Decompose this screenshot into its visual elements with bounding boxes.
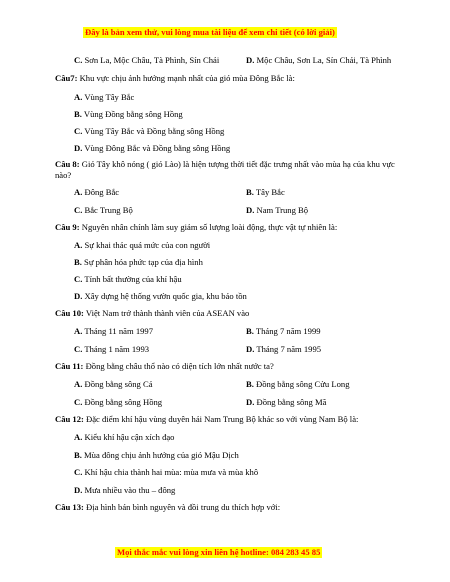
option-key: B.: [246, 379, 254, 389]
option-key: D.: [246, 55, 255, 65]
q11-option-a: [74, 379, 153, 390]
question-text: Gió Tây khô nóng ( gió Lào) là hiện tượng thời tiết đặc trưng nhất vào mùa hạ của khu vực nào?: [55, 159, 395, 180]
q7-option-c: [74, 126, 224, 137]
option-text: Đồng bằng sông Cửu Long: [253, 379, 350, 389]
q7-option-d: [74, 143, 230, 154]
question-label: Câu 8:: [55, 159, 80, 169]
option-text: Sơn La, Mộc Châu, Tà Phình, Sín Chải: [82, 55, 220, 65]
question-text: Khu vực chịu ảnh hưởng mạnh nhất của gió mùa Đông Bắc là:: [77, 73, 295, 83]
q10-option-d: [246, 344, 321, 355]
option-text: Tây Bắc: [253, 187, 285, 197]
q8-option-c: [74, 205, 133, 216]
q10-option-c: [74, 344, 149, 355]
option-key: B.: [74, 109, 82, 119]
option-key: D.: [74, 291, 83, 301]
q12-option-a: [74, 432, 174, 443]
option-key: D.: [246, 397, 255, 407]
option-key: C.: [74, 55, 83, 65]
q7-option-a: [74, 92, 134, 103]
option-text: Mộc Châu, Sơn La, Sín Chải, Tà Phình: [254, 55, 392, 65]
option-key: A.: [74, 326, 83, 336]
question-text: Nguyên nhân chính làm suy giảm số lượng loài động, thực vật tự nhiên là:: [79, 222, 338, 232]
option-key: A.: [74, 379, 83, 389]
question-13: [55, 502, 280, 513]
preview-notice-banner: Đây là bản xem thử, vui lòng mua tài liệu để xem chi tiết (có lời giải): [85, 27, 335, 37]
option-text: Đồng bằng sông Mã: [254, 397, 327, 407]
question-label: Câu 13:: [55, 502, 84, 512]
option-key: D.: [246, 344, 255, 354]
option-text: Sự khai thác quá mức của con người: [82, 240, 211, 250]
option-key: C.: [74, 274, 83, 284]
q12-option-c: [74, 467, 258, 478]
option-key: D.: [74, 485, 83, 495]
option-text: Vùng Đồng bằng sông Hồng: [81, 109, 183, 119]
question-7: [55, 73, 295, 84]
q11-option-c: [74, 397, 162, 408]
option-key: C.: [74, 467, 83, 477]
q7-option-b: [74, 109, 183, 120]
option-text: Mùa đông chịu ảnh hưởng của gió Mậu Dịch: [81, 450, 239, 460]
option-text: Đông Bắc: [82, 187, 120, 197]
option-text: Kiểu khí hậu cận xích đạo: [82, 432, 175, 442]
option-text: Vùng Tây Bắc: [82, 92, 135, 102]
option-key: D.: [246, 205, 255, 215]
question-8: [55, 159, 400, 181]
option-text: Nam Trung Bộ: [254, 205, 309, 215]
q9-option-a: [74, 240, 210, 251]
option-text: Bắc Trung Bộ: [82, 205, 133, 215]
question-text: Địa hình bán bình nguyên và đồi trung du thích hợp với:: [83, 502, 281, 512]
option-key: B.: [246, 187, 254, 197]
option-text: Tháng 7 năm 1995: [254, 344, 322, 354]
q12-option-d: [74, 485, 175, 496]
option-text: Khí hậu chia thành hai mùa: mùa mưa và mùa khô: [82, 467, 259, 477]
q9-option-c: [74, 274, 182, 285]
q11-option-d: [246, 397, 326, 408]
option-text: Mưa nhiều vào thu – đông: [82, 485, 176, 495]
question-text: Đồng bằng châu thổ nào có diện tích lớn nhất nước ta?: [83, 361, 274, 371]
q6-option-d: [246, 55, 391, 66]
q8-option-a: [74, 187, 119, 198]
option-text: Đồng bằng sông Cả: [82, 379, 153, 389]
option-text: Tính bất thường của khí hậu: [82, 274, 182, 284]
option-text: Xây dựng hệ thống vườn quốc gia, khu bảo tồn: [82, 291, 247, 301]
option-key: A.: [74, 187, 83, 197]
q9-option-b: [74, 257, 203, 268]
question-10: [55, 308, 249, 319]
option-key: C.: [74, 397, 83, 407]
q8-option-d: [246, 205, 308, 216]
question-text: Việt Nam trở thành thành viên của ASEAN vào: [83, 308, 250, 318]
option-text: Tháng 7 năm 1999: [253, 326, 321, 336]
option-text: Đồng bằng sông Hồng: [82, 397, 163, 407]
question-label: Câu7:: [55, 73, 78, 83]
option-key: B.: [74, 257, 82, 267]
question-text: Đặc điểm khí hậu vùng duyên hải Nam Trung Bộ khác so với vùng Nam Bộ là:: [83, 414, 359, 424]
hotline-banner: Mọi thắc mắc vui lòng xin liên hệ hotline: 084 283 45 85: [117, 547, 321, 557]
q11-option-b: [246, 379, 350, 390]
option-text: Tháng 1 năm 1993: [82, 344, 150, 354]
option-text: Sự phân hóa phức tạp của địa hình: [81, 257, 203, 267]
q10-option-a: [74, 326, 153, 337]
question-12: [55, 414, 358, 425]
option-key: A.: [74, 92, 83, 102]
option-key: C.: [74, 126, 83, 136]
option-key: A.: [74, 240, 83, 250]
q6-option-c: [74, 55, 219, 66]
option-key: C.: [74, 205, 83, 215]
q12-option-b: [74, 450, 239, 461]
question-label: Câu 12:: [55, 414, 84, 424]
question-9: [55, 222, 337, 233]
question-label: Câu 9:: [55, 222, 80, 232]
option-key: A.: [74, 432, 83, 442]
question-label: Câu 10:: [55, 308, 84, 318]
q8-option-b: [246, 187, 285, 198]
option-text: Tháng 11 năm 1997: [82, 326, 154, 336]
option-key: B.: [74, 450, 82, 460]
option-text: Vùng Đông Bắc và Đồng bằng sông Hồng: [82, 143, 231, 153]
option-text: Vùng Tây Bắc và Đồng bằng sông Hồng: [82, 126, 225, 136]
q10-option-b: [246, 326, 321, 337]
option-key: C.: [74, 344, 83, 354]
question-11: [55, 361, 274, 372]
option-key: D.: [74, 143, 83, 153]
option-key: B.: [246, 326, 254, 336]
question-label: Câu 11:: [55, 361, 84, 371]
q9-option-d: [74, 291, 247, 302]
